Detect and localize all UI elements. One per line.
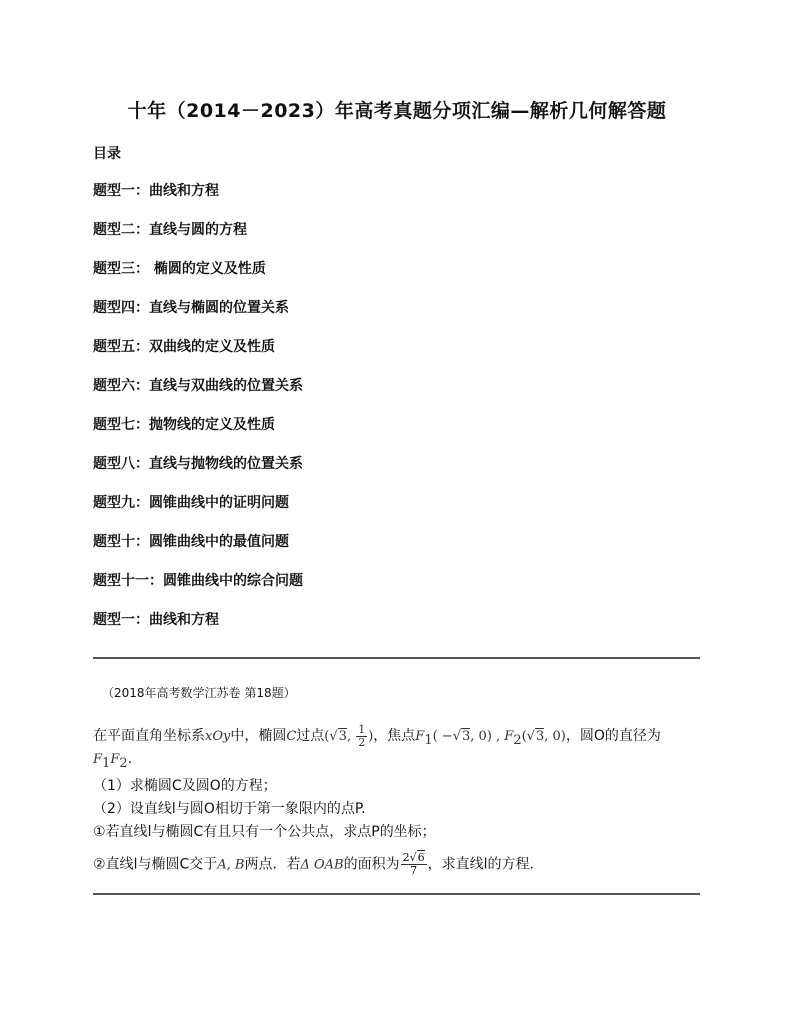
sqrt-value: 3 bbox=[338, 729, 347, 744]
sqrt-value: 3 bbox=[535, 729, 545, 744]
text: , 0) bbox=[470, 729, 492, 744]
text: 的方程； bbox=[220, 777, 277, 794]
toc-heading: 目录 bbox=[93, 146, 121, 162]
text: O bbox=[593, 728, 605, 744]
text: 相切于第一象限内的点 bbox=[214, 800, 355, 817]
text: 过点 bbox=[296, 728, 325, 744]
text: . bbox=[127, 750, 133, 767]
text: . bbox=[361, 800, 366, 817]
math-f1: F bbox=[415, 729, 425, 744]
toc-item[interactable]: 题型六：直线与双曲线的位置关系 bbox=[93, 378, 303, 394]
text: l bbox=[171, 800, 176, 817]
text: 两点．若 bbox=[244, 856, 301, 873]
math-f1: F bbox=[93, 751, 103, 767]
math-triangle: Δ OAB bbox=[300, 857, 344, 873]
question-2 bbox=[93, 800, 703, 819]
text: ( − bbox=[432, 729, 453, 744]
subscript: 1 bbox=[424, 732, 433, 748]
text: 的面积为 bbox=[343, 856, 400, 873]
toc-item[interactable]: 题型一：曲线和方程 bbox=[93, 183, 219, 199]
text: , 0) bbox=[544, 729, 566, 744]
problem-body bbox=[93, 724, 703, 877]
question-2-part-1 bbox=[93, 823, 703, 842]
text: l bbox=[133, 856, 138, 873]
question-1 bbox=[93, 777, 703, 796]
document-title: 十年（2014－2023）年高考真题分项汇编—解析几何解答题 bbox=[127, 100, 667, 122]
divider-top bbox=[93, 657, 700, 659]
comma: , bbox=[491, 729, 505, 744]
toc-item[interactable]: 题型八：直线与抛物线的位置关系 bbox=[93, 456, 303, 472]
sqrt-value: 6 bbox=[417, 850, 425, 864]
text: ①若直线 bbox=[93, 823, 148, 840]
coefficient: 2 bbox=[402, 850, 410, 864]
text: （2）设直线 bbox=[93, 800, 172, 817]
denominator: 2 bbox=[358, 736, 366, 749]
denominator: 7 bbox=[410, 863, 418, 877]
numerator: 1 bbox=[358, 723, 366, 736]
text: O bbox=[203, 800, 215, 817]
text: ，圆 bbox=[565, 728, 594, 744]
section-heading: 题型一：曲线和方程 bbox=[93, 612, 219, 628]
text: ，求直线 bbox=[427, 856, 484, 873]
area-fraction bbox=[401, 852, 427, 877]
math-f2: F bbox=[110, 751, 120, 767]
text: 的直径为 bbox=[604, 728, 661, 744]
text: C bbox=[171, 777, 182, 794]
divider-bottom bbox=[93, 893, 700, 895]
text: ，焦点 bbox=[373, 728, 416, 744]
sqrt-value: 3 bbox=[462, 729, 471, 744]
sqrt-expr: (√3 bbox=[521, 729, 545, 744]
problem-intro-cont bbox=[93, 750, 703, 773]
numerator: 2√6 bbox=[402, 850, 425, 864]
text: 与椭圆 bbox=[151, 823, 194, 840]
text: 与椭圆 bbox=[137, 856, 180, 873]
toc-item[interactable]: 题型十一：圆锥曲线中的综合问题 bbox=[93, 573, 303, 589]
math-c: C bbox=[286, 729, 297, 744]
math-ab: A, B bbox=[217, 857, 245, 873]
math-f2: F bbox=[504, 729, 514, 744]
subscript: 2 bbox=[513, 732, 522, 748]
fraction bbox=[356, 724, 367, 749]
text: l bbox=[147, 823, 152, 840]
text: O bbox=[209, 777, 221, 794]
text: 在平面直角坐标系 bbox=[93, 728, 205, 744]
sqrt-expr: √3 bbox=[452, 729, 471, 744]
toc-item[interactable]: 题型二：直线与圆的方程 bbox=[93, 222, 247, 238]
text: 及圆 bbox=[181, 777, 210, 794]
toc-item[interactable]: 题型四：直线与椭圆的位置关系 bbox=[93, 300, 289, 316]
text: 与圆 bbox=[175, 800, 204, 817]
text: 的方程. bbox=[487, 856, 534, 873]
math-xoy: xOy bbox=[205, 729, 231, 744]
toc-item[interactable]: 题型三： 椭圆的定义及性质 bbox=[93, 261, 266, 277]
problem-source: （2018年高考数学江苏卷 第18题） bbox=[102, 686, 296, 700]
text: P bbox=[354, 800, 362, 817]
subscript: 1 bbox=[102, 755, 111, 771]
point-expr: (√3, $\frac{1}{2}$ ) bbox=[324, 723, 374, 749]
question-2-part-2 bbox=[93, 852, 703, 877]
text: P bbox=[371, 823, 380, 840]
text: C bbox=[193, 823, 204, 840]
text: （1）求椭圆 bbox=[93, 777, 172, 794]
table-of-contents bbox=[93, 180, 303, 609]
text: 中，椭圆 bbox=[230, 728, 287, 744]
text: 的坐标； bbox=[379, 823, 436, 840]
text: ②直线 bbox=[93, 856, 134, 873]
toc-item[interactable]: 题型五：双曲线的定义及性质 bbox=[93, 339, 275, 355]
text: C bbox=[179, 856, 190, 873]
problem-intro bbox=[93, 724, 703, 750]
subscript: 2 bbox=[119, 755, 128, 771]
text: 交于 bbox=[189, 856, 218, 873]
text: l bbox=[483, 856, 488, 873]
toc-item[interactable]: 题型十：圆锥曲线中的最值问题 bbox=[93, 534, 289, 550]
toc-item[interactable]: 题型七：抛物线的定义及性质 bbox=[93, 417, 275, 433]
toc-item[interactable]: 题型九：圆锥曲线中的证明问题 bbox=[93, 495, 289, 511]
text: 有且只有一个公共点，求点 bbox=[203, 823, 372, 840]
